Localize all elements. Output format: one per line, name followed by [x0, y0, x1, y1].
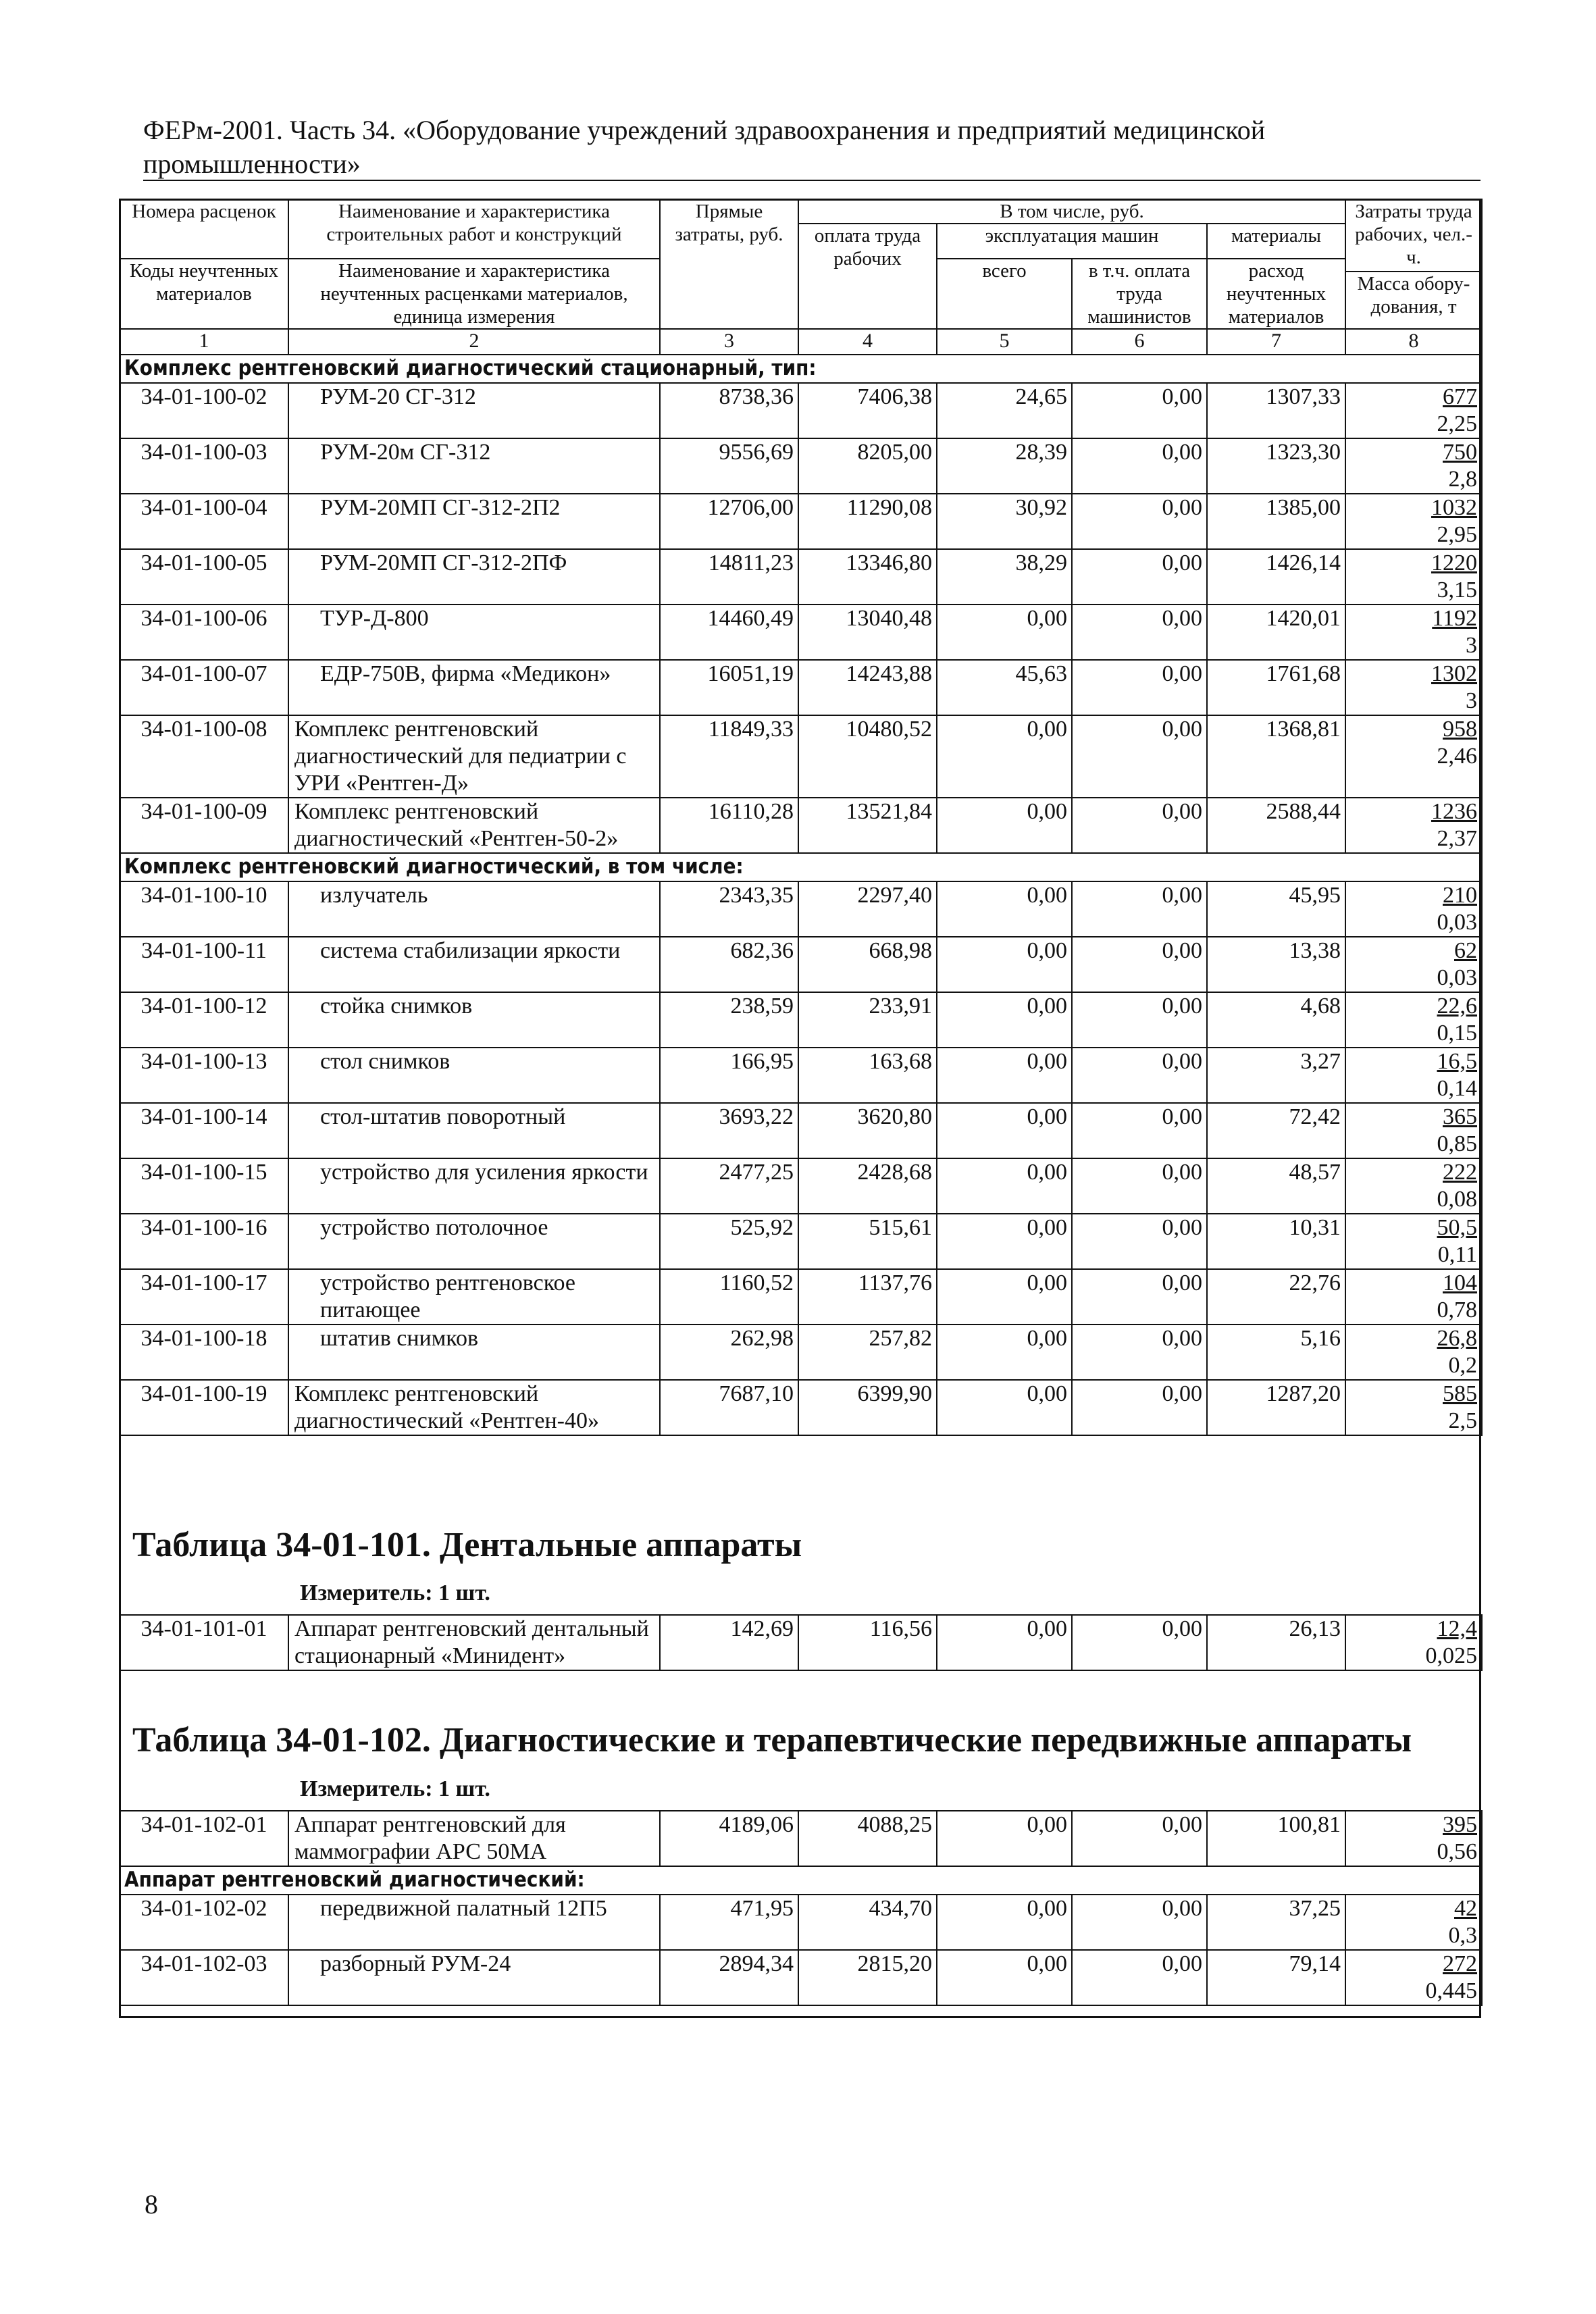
machinist-cost: 0,00	[1072, 1103, 1207, 1158]
machinist-cost: 0,00	[1072, 1811, 1207, 1866]
rate-code: 34-01-100-14	[120, 1103, 288, 1158]
direct-cost: 14811,23	[660, 549, 798, 605]
labor-cost: 14243,88	[798, 660, 937, 715]
table-row	[120, 1615, 1482, 1670]
labor-hours: 22,6	[1437, 994, 1477, 1019]
machinist-cost: 0,00	[1072, 605, 1207, 660]
table-102	[119, 1810, 1483, 2006]
rate-name: РУМ-20 СГ-312	[288, 383, 660, 438]
rate-name: разборный РУМ-24	[288, 1950, 660, 2005]
labor-cost: 4088,25	[798, 1811, 937, 1866]
equipment-mass: 0,56	[1437, 1839, 1477, 1864]
direct-cost: 4189,06	[660, 1811, 798, 1866]
rate-name: ТУР-Д-800	[288, 605, 660, 660]
machine-cost: 0,00	[937, 937, 1072, 992]
labor-cost: 116,56	[798, 1615, 937, 1670]
col-num-8: 8	[1345, 329, 1482, 355]
rate-code: 34-01-100-05	[120, 549, 288, 605]
labor-cost: 163,68	[798, 1048, 937, 1103]
materials-cost: 4,68	[1207, 992, 1345, 1048]
direct-cost: 238,59	[660, 992, 798, 1048]
labor-hours: 1032	[1431, 495, 1477, 520]
equipment-mass: 0,14	[1437, 1076, 1477, 1101]
col-1-top: Номера расценок	[120, 199, 288, 259]
rate-code: 34-01-100-16	[120, 1214, 288, 1269]
rate-name: Комплекс рентгеновский диагностический для педиатрии с УРИ «Рентген-Д»	[288, 715, 660, 798]
machine-cost: 0,00	[937, 1325, 1072, 1380]
direct-cost: 7687,10	[660, 1380, 798, 1435]
labor-hours-mass	[1345, 1158, 1482, 1214]
rate-name: РУМ-20МП СГ-312-2П2	[288, 494, 660, 549]
equipment-mass: 2,46	[1437, 744, 1477, 769]
rate-code: 34-01-100-03	[120, 438, 288, 494]
col-8-top: Затраты труда рабочих, чел.-ч.	[1345, 199, 1482, 272]
direct-cost: 471,95	[660, 1895, 798, 1950]
col-4-header: оплата труда рабочих	[798, 224, 937, 329]
rate-code: 34-01-100-17	[120, 1269, 288, 1325]
materials-cost: 2588,44	[1207, 798, 1345, 853]
machinist-cost: 0,00	[1072, 1214, 1207, 1269]
direct-cost: 166,95	[660, 1048, 798, 1103]
rows-group-b	[120, 881, 1482, 1435]
machine-cost: 28,39	[937, 438, 1072, 494]
rate-name: Аппарат рентгеновский для маммографии АРС 50МА	[288, 1811, 660, 1866]
equipment-mass: 2,95	[1437, 522, 1477, 547]
equipment-mass: 0,2	[1448, 1353, 1477, 1378]
table-101-meter: Измеритель: 1 шт.	[300, 1580, 490, 1605]
labor-hours-mass	[1345, 1380, 1482, 1435]
materials-cost: 1761,68	[1207, 660, 1345, 715]
machinist-cost: 0,00	[1072, 1615, 1207, 1670]
labor-hours: 365	[1443, 1104, 1477, 1129]
equipment-mass: 2,8	[1448, 467, 1477, 492]
col-1-bottom: Коды неучтенных материалов	[120, 259, 288, 329]
section-heading: Комплекс рентгеновский диагностический, в том числе:	[120, 853, 1482, 881]
table-row	[120, 494, 1482, 549]
machinist-cost: 0,00	[1072, 438, 1207, 494]
rates-table	[119, 199, 1483, 1436]
direct-cost: 11849,33	[660, 715, 798, 798]
direct-cost: 16051,19	[660, 660, 798, 715]
section-heading: Комплекс рентгеновский диагностический стационарный, тип:	[120, 355, 1482, 383]
labor-cost: 7406,38	[798, 383, 937, 438]
table-row	[120, 937, 1482, 992]
table-row	[120, 1895, 1482, 1950]
labor-hours-mass	[1345, 1950, 1482, 2005]
machinist-cost: 0,00	[1072, 992, 1207, 1048]
labor-hours: 62	[1454, 938, 1477, 963]
rate-name: Комплекс рентгеновский диагностический «Рентген-50-2»	[288, 798, 660, 853]
labor-hours-mass	[1345, 438, 1482, 494]
table-row	[120, 798, 1482, 853]
table-row	[120, 1325, 1482, 1380]
labor-hours: 958	[1443, 717, 1477, 742]
col-5-header: всего	[937, 259, 1072, 329]
labor-hours: 26,8	[1437, 1326, 1477, 1351]
equipment-mass: 0,15	[1437, 1021, 1477, 1046]
equipment-mass: 0,85	[1437, 1131, 1477, 1156]
col-7-header: расход неучтенных материалов	[1207, 259, 1345, 329]
col-6-header: в т.ч. оплата труда машинистов	[1072, 259, 1207, 329]
materials-cost: 45,95	[1207, 881, 1345, 937]
table-row	[120, 1103, 1482, 1158]
labor-cost: 8205,00	[798, 438, 937, 494]
table-row	[120, 1811, 1482, 1866]
table-row	[120, 1950, 1482, 2005]
col-num-4: 4	[798, 329, 937, 355]
col-num-1: 1	[120, 329, 288, 355]
rate-name: стойка снимков	[288, 992, 660, 1048]
rate-name: устройство для усиления яркости	[288, 1158, 660, 1214]
machine-cost: 0,00	[937, 1214, 1072, 1269]
col-num-5: 5	[937, 329, 1072, 355]
table-row	[120, 1380, 1482, 1435]
rows-group-a	[120, 383, 1482, 853]
table-row	[120, 549, 1482, 605]
equipment-mass: 0,445	[1425, 1978, 1477, 2003]
materials-cost: 1287,20	[1207, 1380, 1345, 1435]
labor-hours: 272	[1443, 1951, 1477, 1976]
table-row	[120, 1158, 1482, 1214]
rate-name: Комплекс рентгеновский диагностический «Рентген-40»	[288, 1380, 660, 1435]
rate-name: стол-штатив поворотный	[288, 1103, 660, 1158]
col-num-2: 2	[288, 329, 660, 355]
materials-cost: 3,27	[1207, 1048, 1345, 1103]
col-num-7: 7	[1207, 329, 1345, 355]
labor-cost: 2428,68	[798, 1158, 937, 1214]
machine-cost: 30,92	[937, 494, 1072, 549]
materials-cost: 1323,30	[1207, 438, 1345, 494]
rate-name: РУМ-20м СГ-312	[288, 438, 660, 494]
direct-cost: 142,69	[660, 1615, 798, 1670]
table-102-title: Таблица 34-01-102. Диагностические и терапевтические передвижные аппараты	[132, 1721, 1412, 1759]
rate-code: 34-01-100-18	[120, 1325, 288, 1380]
direct-cost: 3693,22	[660, 1103, 798, 1158]
labor-hours-mass	[1345, 937, 1482, 992]
rate-code: 34-01-100-19	[120, 1380, 288, 1435]
materials-cost: 48,57	[1207, 1158, 1345, 1214]
col-2-top: Наименование и характеристика строительных работ и конструкций	[288, 199, 660, 259]
machine-cost: 0,00	[937, 1950, 1072, 2005]
rate-name: РУМ-20МП СГ-312-2ПФ	[288, 549, 660, 605]
machine-cost: 0,00	[937, 715, 1072, 798]
table-row	[120, 715, 1482, 798]
materials-cost: 1420,01	[1207, 605, 1345, 660]
direct-cost: 2477,25	[660, 1158, 798, 1214]
rate-code: 34-01-102-02	[120, 1895, 288, 1950]
col-2-bottom: Наименование и характеристика неучтенных расценками материалов, единица измерения	[288, 259, 660, 329]
column-header-row-1	[120, 199, 1482, 224]
machine-cost: 24,65	[937, 383, 1072, 438]
direct-cost: 14460,49	[660, 605, 798, 660]
labor-hours: 210	[1443, 883, 1477, 908]
labor-hours: 16,5	[1437, 1049, 1477, 1074]
machine-cost: 0,00	[937, 1811, 1072, 1866]
rate-name: штатив снимков	[288, 1325, 660, 1380]
labor-hours-mass	[1345, 715, 1482, 798]
labor-cost: 434,70	[798, 1895, 937, 1950]
labor-hours: 395	[1443, 1812, 1477, 1837]
machine-cost: 0,00	[937, 1380, 1072, 1435]
equipment-mass: 0,08	[1437, 1187, 1477, 1212]
rate-code: 34-01-100-09	[120, 798, 288, 853]
table-row	[120, 1214, 1482, 1269]
labor-hours-mass	[1345, 494, 1482, 549]
rate-code: 34-01-100-07	[120, 660, 288, 715]
header-rule	[143, 180, 1481, 181]
equipment-mass: 0,78	[1437, 1297, 1477, 1322]
labor-hours-mass	[1345, 383, 1482, 438]
rate-name: стол снимков	[288, 1048, 660, 1103]
rate-name: система стабилизации яркости	[288, 937, 660, 992]
machinist-cost: 0,00	[1072, 1325, 1207, 1380]
labor-hours-mass	[1345, 1615, 1482, 1670]
materials-cost: 72,42	[1207, 1103, 1345, 1158]
table-row	[120, 992, 1482, 1048]
rate-code: 34-01-100-11	[120, 937, 288, 992]
rate-name: устройство рентгеновское питающее	[288, 1269, 660, 1325]
equipment-mass: 0,03	[1437, 910, 1477, 935]
direct-cost: 16110,28	[660, 798, 798, 853]
labor-hours-mass	[1345, 549, 1482, 605]
machinist-cost: 0,00	[1072, 1048, 1207, 1103]
rate-code: 34-01-100-08	[120, 715, 288, 798]
table-row	[120, 383, 1482, 438]
labor-hours: 1236	[1431, 799, 1477, 824]
equipment-mass: 3	[1466, 688, 1477, 713]
table-row	[120, 438, 1482, 494]
labor-cost: 668,98	[798, 937, 937, 992]
labor-hours-mass	[1345, 992, 1482, 1048]
labor-hours: 585	[1443, 1381, 1477, 1406]
labor-hours: 42	[1454, 1896, 1477, 1921]
rate-name: передвижной палатный 12П5	[288, 1895, 660, 1950]
direct-cost: 9556,69	[660, 438, 798, 494]
machine-cost: 0,00	[937, 1048, 1072, 1103]
machinist-cost: 0,00	[1072, 1380, 1207, 1435]
machine-cost: 38,29	[937, 549, 1072, 605]
machine-cost: 0,00	[937, 1158, 1072, 1214]
materials-cost: 10,31	[1207, 1214, 1345, 1269]
materials-cost: 26,13	[1207, 1615, 1345, 1670]
direct-cost: 2343,35	[660, 881, 798, 937]
equipment-mass: 2,25	[1437, 411, 1477, 436]
header-line-2: промышленности»	[143, 149, 361, 179]
col-8-bottom: Масса обору-дования, т	[1345, 272, 1482, 329]
labor-cost: 13040,48	[798, 605, 937, 660]
labor-hours-mass	[1345, 660, 1482, 715]
table-101	[119, 1614, 1483, 1671]
equipment-mass: 2,5	[1448, 1408, 1477, 1433]
machinist-cost: 0,00	[1072, 660, 1207, 715]
labor-hours-mass	[1345, 1895, 1482, 1950]
labor-hours: 50,5	[1437, 1215, 1477, 1240]
labor-cost: 13521,84	[798, 798, 937, 853]
machinist-cost: 0,00	[1072, 383, 1207, 438]
section-row	[120, 1866, 1482, 1895]
machine-cost: 0,00	[937, 881, 1072, 937]
machinist-cost: 0,00	[1072, 881, 1207, 937]
materials-cost: 37,25	[1207, 1895, 1345, 1950]
labor-hours-mass	[1345, 1048, 1482, 1103]
labor-cost: 11290,08	[798, 494, 937, 549]
machine-cost: 0,00	[937, 605, 1072, 660]
machinist-cost: 0,00	[1072, 715, 1207, 798]
table-101-title: Таблица 34-01-101. Дентальные аппараты	[132, 1526, 802, 1564]
table-row	[120, 605, 1482, 660]
machine-cost: 45,63	[937, 660, 1072, 715]
labor-hours-mass	[1345, 605, 1482, 660]
labor-cost: 2815,20	[798, 1950, 937, 2005]
materials-cost: 13,38	[1207, 937, 1345, 992]
materials-cost: 1385,00	[1207, 494, 1345, 549]
direct-cost: 2894,34	[660, 1950, 798, 2005]
labor-hours-mass	[1345, 1103, 1482, 1158]
rate-name: ЕДР-750В, фирма «Медикон»	[288, 660, 660, 715]
materials-cost: 1307,33	[1207, 383, 1345, 438]
direct-cost: 682,36	[660, 937, 798, 992]
labor-cost: 2297,40	[798, 881, 937, 937]
machine-cost: 0,00	[937, 992, 1072, 1048]
rate-code: 34-01-100-10	[120, 881, 288, 937]
materials-cost: 22,76	[1207, 1269, 1345, 1325]
equipment-mass: 3	[1466, 633, 1477, 658]
machines-header: эксплуатация машин	[937, 224, 1207, 259]
labor-hours: 1302	[1431, 661, 1477, 686]
labor-hours-mass	[1345, 1214, 1482, 1269]
labor-hours: 750	[1443, 440, 1477, 465]
rate-code: 34-01-100-04	[120, 494, 288, 549]
rate-code: 34-01-100-13	[120, 1048, 288, 1103]
labor-cost: 233,91	[798, 992, 937, 1048]
machine-cost: 0,00	[937, 1895, 1072, 1950]
equipment-mass: 2,37	[1437, 826, 1477, 851]
table-row	[120, 1048, 1482, 1103]
labor-cost: 6399,90	[798, 1380, 937, 1435]
labor-cost: 3620,80	[798, 1103, 937, 1158]
col-3-header: Прямые затраты, руб.	[660, 199, 798, 329]
machinist-cost: 0,00	[1072, 549, 1207, 605]
labor-hours: 677	[1443, 384, 1477, 409]
labor-hours: 104	[1443, 1270, 1477, 1295]
header-line-1: ФЕРм-2001. Часть 34. «Оборудование учреждений здравоохранения и предприятий медицинской	[143, 115, 1266, 145]
machinist-cost: 0,00	[1072, 494, 1207, 549]
labor-cost: 10480,52	[798, 715, 937, 798]
machinist-cost: 0,00	[1072, 1950, 1207, 2005]
direct-cost: 1160,52	[660, 1269, 798, 1325]
equipment-mass: 0,11	[1437, 1242, 1477, 1267]
column-number-row	[120, 329, 1482, 355]
rate-name: Аппарат рентгеновский дентальный стационарный «Минидент»	[288, 1615, 660, 1670]
rate-code: 34-01-100-15	[120, 1158, 288, 1214]
materials-header: материалы	[1207, 224, 1345, 259]
machinist-cost: 0,00	[1072, 937, 1207, 992]
labor-hours: 1220	[1431, 550, 1477, 575]
rate-code: 34-01-100-06	[120, 605, 288, 660]
machinist-cost: 0,00	[1072, 1269, 1207, 1325]
direct-cost: 8738,36	[660, 383, 798, 438]
section-heading: Аппарат рентгеновский диагностический:	[120, 1866, 1482, 1895]
incl-header: В том числе, руб.	[798, 199, 1345, 224]
labor-hours: 1192	[1432, 606, 1477, 631]
equipment-mass: 0,3	[1448, 1923, 1477, 1948]
labor-hours-mass	[1345, 881, 1482, 937]
equipment-mass: 0,03	[1437, 965, 1477, 990]
labor-cost: 1137,76	[798, 1269, 937, 1325]
labor-cost: 13346,80	[798, 549, 937, 605]
rate-code: 34-01-100-02	[120, 383, 288, 438]
machinist-cost: 0,00	[1072, 798, 1207, 853]
machinist-cost: 0,00	[1072, 1895, 1207, 1950]
col-num-3: 3	[660, 329, 798, 355]
rate-code: 34-01-102-01	[120, 1811, 288, 1866]
labor-hours-mass	[1345, 1325, 1482, 1380]
table-row	[120, 881, 1482, 937]
labor-hours-mass	[1345, 1269, 1482, 1325]
materials-cost: 79,14	[1207, 1950, 1345, 2005]
page-header	[143, 113, 1291, 181]
labor-hours-mass	[1345, 798, 1482, 853]
rate-name: устройство потолочное	[288, 1214, 660, 1269]
equipment-mass: 0,025	[1425, 1643, 1477, 1668]
machine-cost: 0,00	[937, 1103, 1072, 1158]
rate-name: излучатель	[288, 881, 660, 937]
labor-hours: 222	[1443, 1160, 1477, 1185]
rate-code: 34-01-101-01	[120, 1615, 288, 1670]
materials-cost: 1368,81	[1207, 715, 1345, 798]
machinist-cost: 0,00	[1072, 1158, 1207, 1214]
labor-cost: 515,61	[798, 1214, 937, 1269]
rate-code: 34-01-100-12	[120, 992, 288, 1048]
machine-cost: 0,00	[937, 798, 1072, 853]
labor-hours-mass	[1345, 1811, 1482, 1866]
page-number: 8	[145, 2189, 158, 2219]
equipment-mass: 3,15	[1437, 577, 1477, 602]
labor-cost: 257,82	[798, 1325, 937, 1380]
col-num-6: 6	[1072, 329, 1207, 355]
machine-cost: 0,00	[937, 1269, 1072, 1325]
machine-cost: 0,00	[937, 1615, 1072, 1670]
direct-cost: 12706,00	[660, 494, 798, 549]
labor-hours: 12,4	[1437, 1616, 1477, 1641]
table-row	[120, 660, 1482, 715]
direct-cost: 525,92	[660, 1214, 798, 1269]
section-row	[120, 355, 1482, 383]
materials-cost: 1426,14	[1207, 549, 1345, 605]
materials-cost: 5,16	[1207, 1325, 1345, 1380]
table-102-meter: Измеритель: 1 шт.	[300, 1776, 490, 1801]
rate-code: 34-01-102-03	[120, 1950, 288, 2005]
table-row	[120, 1269, 1482, 1325]
section-row	[120, 853, 1482, 881]
materials-cost: 100,81	[1207, 1811, 1345, 1866]
direct-cost: 262,98	[660, 1325, 798, 1380]
